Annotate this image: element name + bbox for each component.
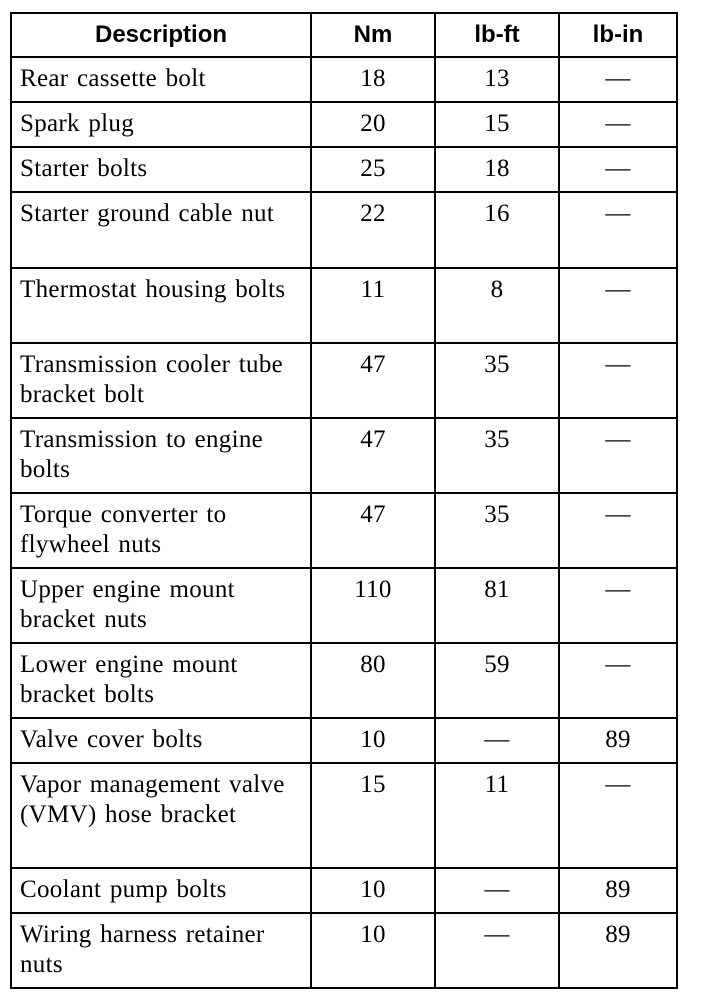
cell-nm: 10 [311, 718, 435, 763]
cell-lb-in: — [559, 57, 677, 102]
cell-lb-ft: 18 [435, 147, 559, 192]
column-header-lb-in: lb-in [559, 13, 677, 57]
torque-spec-table [10, 12, 678, 989]
cell-description: Transmission cooler tube bracket bolt [11, 343, 311, 418]
cell-nm: 47 [311, 493, 435, 568]
cell-description: Coolant pump bolts [11, 868, 311, 913]
cell-lb-in: — [559, 192, 677, 268]
column-header-lb-ft: lb-ft [435, 13, 559, 57]
table-row [11, 718, 677, 763]
cell-description: Valve cover bolts [11, 718, 311, 763]
table-row [11, 418, 677, 493]
cell-lb-in: — [559, 418, 677, 493]
cell-lb-in: — [559, 568, 677, 643]
table-row [11, 147, 677, 192]
cell-description: Lower engine mount bracket bolts [11, 643, 311, 718]
cell-nm: 11 [311, 268, 435, 343]
table-row [11, 643, 677, 718]
cell-nm: 110 [311, 568, 435, 643]
cell-description: Starter bolts [11, 147, 311, 192]
cell-lb-in: 89 [559, 718, 677, 763]
cell-description: Spark plug [11, 102, 311, 147]
cell-lb-ft: 15 [435, 102, 559, 147]
cell-description: Rear cassette bolt [11, 57, 311, 102]
column-header-nm: Nm [311, 13, 435, 57]
table-row [11, 913, 677, 988]
cell-lb-in: — [559, 147, 677, 192]
cell-description: Transmission to engine bolts [11, 418, 311, 493]
table-row [11, 192, 677, 268]
cell-description: Upper engine mount bracket nuts [11, 568, 311, 643]
table-row [11, 568, 677, 643]
cell-description: Starter ground cable nut [11, 192, 311, 268]
cell-lb-ft: 35 [435, 418, 559, 493]
column-header-description: Description [11, 13, 311, 57]
cell-lb-ft: — [435, 718, 559, 763]
cell-nm: 20 [311, 102, 435, 147]
table-row [11, 493, 677, 568]
cell-nm: 80 [311, 643, 435, 718]
cell-lb-ft: 59 [435, 643, 559, 718]
cell-lb-in: — [559, 763, 677, 868]
cell-lb-ft: — [435, 868, 559, 913]
table-row [11, 868, 677, 913]
table-row [11, 763, 677, 868]
cell-nm: 10 [311, 868, 435, 913]
cell-description: Thermostat housing bolts [11, 268, 311, 343]
table-row [11, 57, 677, 102]
cell-nm: 47 [311, 418, 435, 493]
cell-lb-in: — [559, 493, 677, 568]
table-row [11, 268, 677, 343]
cell-nm: 22 [311, 192, 435, 268]
cell-lb-in: — [559, 268, 677, 343]
cell-lb-ft: 13 [435, 57, 559, 102]
cell-lb-in: — [559, 643, 677, 718]
cell-lb-ft: 81 [435, 568, 559, 643]
cell-nm: 47 [311, 343, 435, 418]
cell-description: Vapor management valve (VMV) hose bracket [11, 763, 311, 868]
cell-lb-ft: 8 [435, 268, 559, 343]
cell-lb-ft: 35 [435, 493, 559, 568]
cell-lb-ft: 16 [435, 192, 559, 268]
cell-nm: 15 [311, 763, 435, 868]
cell-nm: 10 [311, 913, 435, 988]
cell-lb-in: — [559, 343, 677, 418]
cell-lb-ft: 11 [435, 763, 559, 868]
cell-description: Torque converter to flywheel nuts [11, 493, 311, 568]
table-row [11, 102, 677, 147]
cell-lb-ft: 35 [435, 343, 559, 418]
cell-nm: 18 [311, 57, 435, 102]
cell-lb-in: 89 [559, 868, 677, 913]
cell-nm: 25 [311, 147, 435, 192]
table-header-row [11, 13, 677, 57]
cell-lb-in: 89 [559, 913, 677, 988]
cell-lb-in: — [559, 102, 677, 147]
table-row [11, 343, 677, 418]
cell-description: Wiring harness retainer nuts [11, 913, 311, 988]
cell-lb-ft: — [435, 913, 559, 988]
